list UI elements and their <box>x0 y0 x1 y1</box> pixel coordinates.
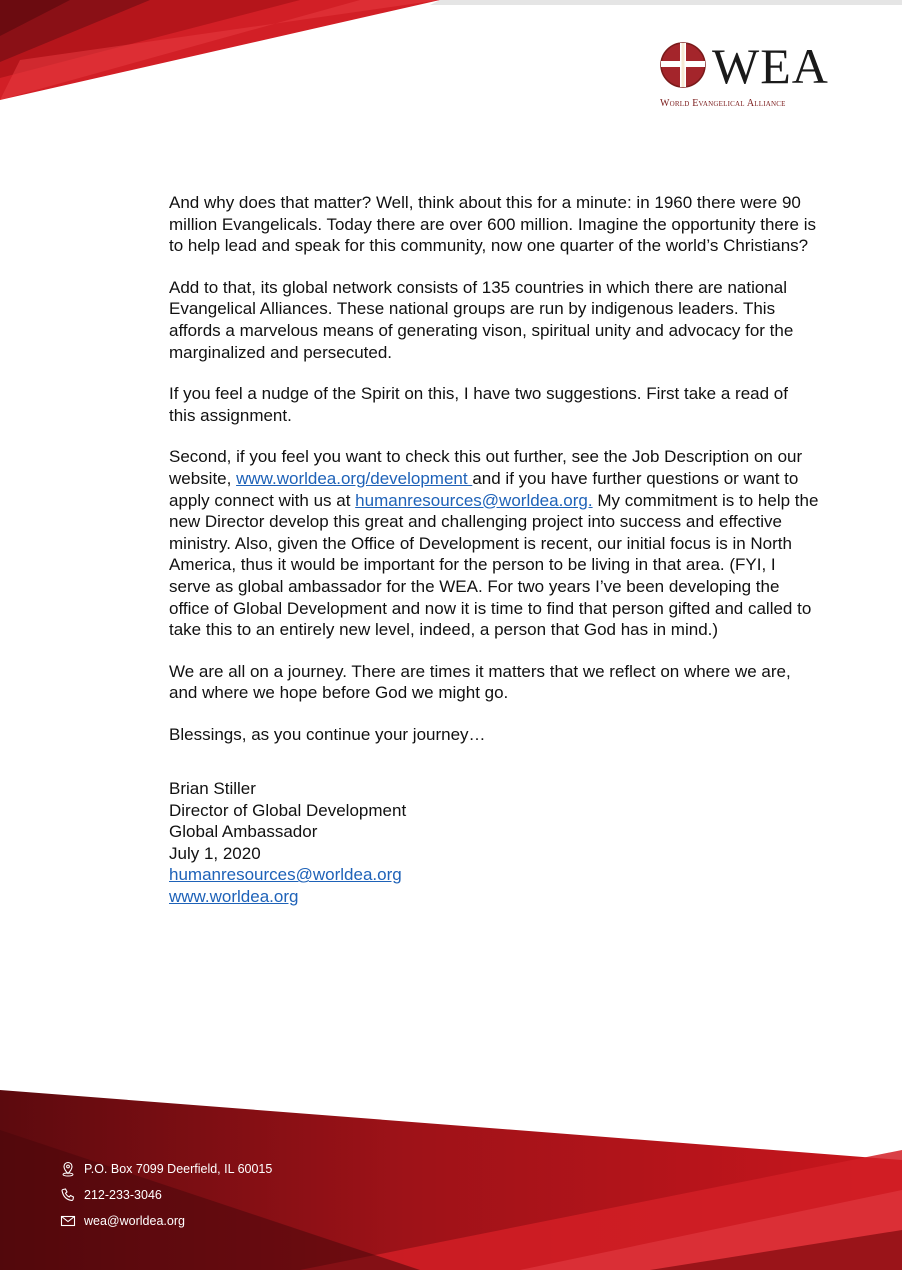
paragraph-text: Second, if you feel you want to check this out further, see the Job Description on our website, <box>169 447 803 488</box>
wea-logo <box>660 38 840 112</box>
logo-wordmark: WEA <box>712 38 829 94</box>
hr-email-link[interactable]: humanresources@worldea.org. <box>355 490 593 510</box>
footer-phone: 212-233-3046 <box>84 1188 162 1202</box>
cross-globe-icon <box>660 42 706 88</box>
address-row <box>60 1156 272 1182</box>
paragraph: If you feel a nudge of the Spirit on this, I have two suggestions. First take a read of this assignment. <box>169 384 788 425</box>
paragraph: Blessings, as you continue your journey… <box>169 724 486 744</box>
signature-block <box>169 778 819 906</box>
paragraph-text: My commitment is to help the new Director develop this great and challenging project into success and effective ministry. Also, given the Office of Development is recent, our initial focus is in North America, thus it would be important for the person to be living in that area. (FYI, I serve as global ambassador for the WEA. For two years I’ve been developing the office of Global Development and now it is time to find that person gifted and called to take this to an entirely new level, indeed, a person that God has in mind.) <box>169 490 819 640</box>
signer-title: Director of Global Development <box>169 800 407 820</box>
phone-icon <box>60 1187 76 1203</box>
email-row <box>60 1208 272 1234</box>
logo-subtitle: World Evangelical Alliance <box>660 98 786 109</box>
footer-contact <box>60 1156 272 1234</box>
signer-title: Global Ambassador <box>169 822 318 842</box>
phone-row <box>60 1182 272 1208</box>
signer-name: Brian Stiller <box>169 779 256 799</box>
letter-date: July 1, 2020 <box>169 843 261 863</box>
footer-email[interactable]: wea@worldea.org <box>84 1214 185 1228</box>
paragraph-text: and if you have further questions or want to apply connect with us at <box>169 468 799 510</box>
mail-icon <box>60 1213 76 1229</box>
development-link[interactable]: www.worldea.org/development <box>236 468 473 488</box>
paragraph: We are all on a journey. There are times it matters that we reflect on where we are, and where we hope before God we might go. <box>169 661 791 703</box>
footer-address: P.O. Box 7099 Deerfield, IL 60015 <box>84 1162 273 1176</box>
paragraph: Add to that, its global network consists of 135 countries in which there are national Evangelical Alliances. These national groups are run by indigenous leaders. This affords a marvelous means of generating vison, spiritual unity and advocacy for the marginalized and persecuted. <box>169 277 794 362</box>
signature-email-link[interactable]: humanresources@worldea.org <box>169 865 402 885</box>
paragraph <box>169 446 819 640</box>
paragraph: And why does that matter? Well, think about this for a minute: in 1960 there were 90 million Evangelicals. Today there are over 600 million. Imagine the opportunity there is to help lead and speak for this community, now one quarter of the world’s Christians? <box>169 193 816 256</box>
signature-website-link[interactable]: www.worldea.org <box>169 886 299 906</box>
letter-body <box>169 192 819 907</box>
location-pin-icon <box>60 1161 76 1177</box>
